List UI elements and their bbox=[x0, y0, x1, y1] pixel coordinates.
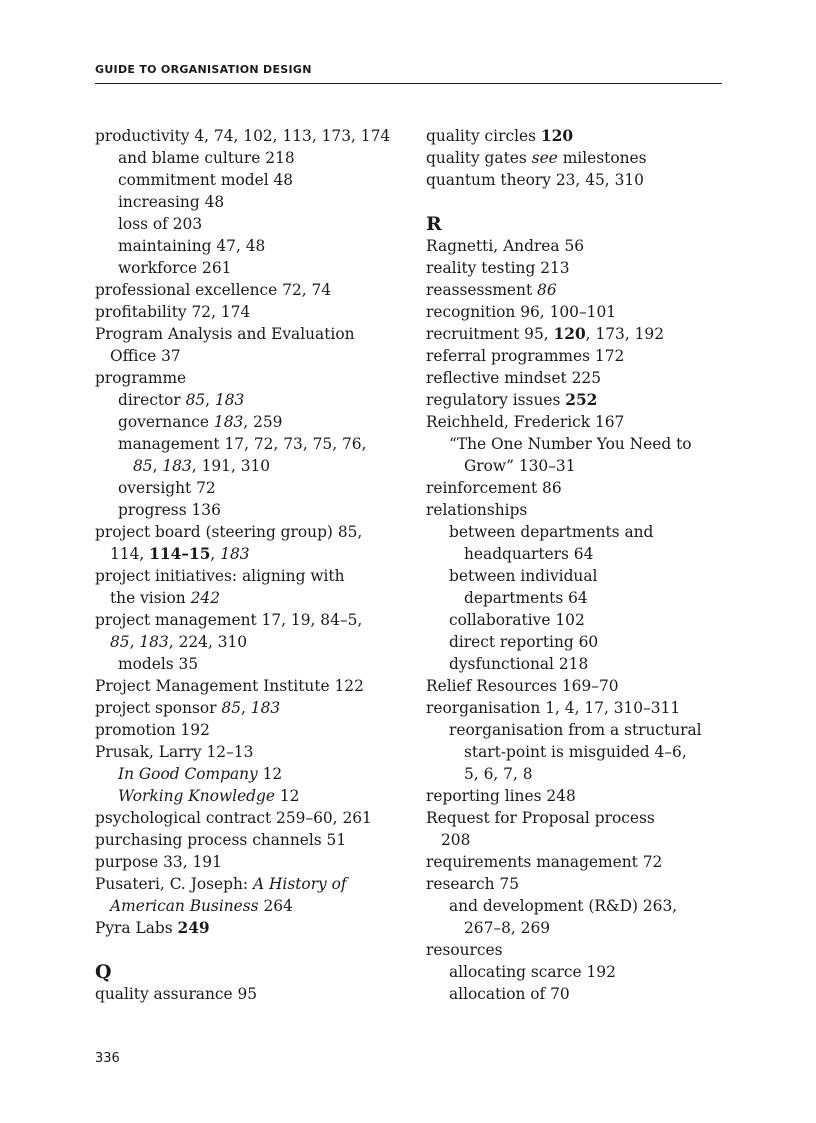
index-text: project management 17, 19, 84–5, bbox=[95, 611, 363, 629]
index-subentry-continuation bbox=[426, 455, 726, 477]
index-text: 85 bbox=[110, 633, 130, 651]
index-text: professional excellence 72, 74 bbox=[95, 281, 332, 299]
index-entry-continuation bbox=[426, 829, 726, 851]
index-entry bbox=[95, 323, 405, 345]
header-rule bbox=[95, 83, 722, 84]
index-text: programme bbox=[95, 369, 187, 387]
index-subentry bbox=[426, 961, 726, 983]
index-text: reality testing 213 bbox=[426, 259, 570, 277]
index-text: 5, 6, 7, 8 bbox=[464, 765, 533, 783]
index-entry bbox=[426, 169, 726, 191]
index-text: Prusak, Larry 12–13 bbox=[95, 743, 254, 761]
index-text: between departments and bbox=[449, 523, 654, 541]
index-text: recruitment 95, bbox=[426, 325, 554, 343]
index-entry bbox=[95, 609, 405, 631]
index-text: In Good Company bbox=[118, 765, 258, 783]
index-text: 114–15 bbox=[149, 545, 211, 563]
index-entry bbox=[95, 301, 405, 323]
index-text: reporting lines 248 bbox=[426, 787, 576, 805]
index-text: 208 bbox=[441, 831, 471, 849]
index-text: maintaining 47, 48 bbox=[118, 237, 266, 255]
index-entry bbox=[426, 389, 726, 411]
index-entry bbox=[95, 279, 405, 301]
index-text: recognition 96, 100–101 bbox=[426, 303, 617, 321]
page-number: 336 bbox=[95, 1051, 120, 1066]
index-text: 85 bbox=[221, 699, 241, 717]
index-subentry-continuation bbox=[426, 543, 726, 565]
index-entry bbox=[426, 477, 726, 499]
index-text: American Business bbox=[110, 897, 259, 915]
index-text: and development (R&D) 263, bbox=[449, 897, 678, 915]
index-entry bbox=[95, 565, 405, 587]
index-column-left bbox=[95, 125, 405, 1005]
index-text: 183 bbox=[213, 413, 244, 431]
index-text: profitability 72, 174 bbox=[95, 303, 251, 321]
index-text: and blame culture 218 bbox=[118, 149, 295, 167]
index-text: 252 bbox=[565, 391, 598, 409]
index-entry bbox=[426, 301, 726, 323]
index-column-right bbox=[426, 125, 726, 1005]
index-text: 183 bbox=[250, 699, 281, 717]
index-text: quality gates bbox=[426, 149, 532, 167]
index-entry bbox=[95, 807, 405, 829]
index-entry-continuation bbox=[95, 345, 405, 367]
index-text: , bbox=[210, 545, 221, 563]
index-text: requirements management 72 bbox=[426, 853, 663, 871]
index-subentry bbox=[95, 257, 405, 279]
index-text: purpose 33, 191 bbox=[95, 853, 222, 871]
index-entry bbox=[95, 367, 405, 389]
index-text: regulatory issues bbox=[426, 391, 566, 409]
index-text: , 224, 310 bbox=[168, 633, 248, 651]
index-subentry bbox=[95, 389, 405, 411]
index-subentry bbox=[426, 433, 726, 455]
index-entry bbox=[426, 125, 726, 147]
index-text: , bbox=[152, 457, 163, 475]
index-text: 85 bbox=[185, 391, 206, 409]
index-entry-continuation bbox=[95, 587, 405, 609]
index-text: Program Analysis and Evaluation bbox=[95, 325, 355, 343]
index-text: allocation of 70 bbox=[449, 985, 570, 1003]
index-letter-heading: Q bbox=[95, 961, 112, 983]
index-text: collaborative 102 bbox=[449, 611, 585, 629]
index-text: 183 bbox=[214, 391, 245, 409]
index-text: Ragnetti, Andrea 56 bbox=[426, 237, 585, 255]
index-text: 183 bbox=[220, 545, 250, 563]
index-entry bbox=[426, 851, 726, 873]
index-subentry bbox=[95, 235, 405, 257]
index-text: dysfunctional 218 bbox=[449, 655, 589, 673]
index-subentry bbox=[426, 565, 726, 587]
index-entry-continuation bbox=[95, 895, 405, 917]
index-text: Working Knowledge bbox=[118, 787, 275, 805]
index-text: , bbox=[129, 633, 140, 651]
index-text: increasing 48 bbox=[118, 193, 225, 211]
index-text: management 17, 72, 73, 75, 76, bbox=[118, 435, 367, 453]
index-entry bbox=[426, 785, 726, 807]
index-entry bbox=[426, 147, 726, 169]
index-entry bbox=[95, 675, 405, 697]
index-text: 12 bbox=[275, 787, 300, 805]
index-entry bbox=[426, 697, 726, 719]
index-entry bbox=[95, 125, 405, 147]
index-text: see bbox=[531, 149, 558, 167]
index-entry bbox=[426, 323, 726, 345]
index-text: 183 bbox=[139, 633, 169, 651]
index-text: referral programmes 172 bbox=[426, 347, 625, 365]
index-text: Relief Resources 169–70 bbox=[426, 677, 619, 695]
index-subentry bbox=[95, 191, 405, 213]
index-subentry-continuation bbox=[95, 455, 405, 477]
index-text: workforce 261 bbox=[118, 259, 232, 277]
index-text: resources bbox=[426, 941, 503, 959]
index-text: loss of 203 bbox=[118, 215, 203, 233]
index-text: 114, bbox=[110, 545, 150, 563]
index-subentry bbox=[426, 631, 726, 653]
index-text: Office 37 bbox=[110, 347, 181, 365]
index-entry bbox=[426, 279, 726, 301]
index-text: Pusateri, C. Joseph: bbox=[95, 875, 253, 893]
index-subentry bbox=[95, 433, 405, 455]
index-entry bbox=[426, 807, 726, 829]
index-subentry bbox=[95, 169, 405, 191]
index-text: productivity 4, 74, 102, 113, 173, 174 bbox=[95, 127, 391, 145]
index-entry bbox=[95, 521, 405, 543]
index-text: reorganisation from a structural bbox=[449, 721, 702, 739]
index-text: direct reporting 60 bbox=[449, 633, 599, 651]
index-text: 242 bbox=[190, 589, 220, 607]
index-entry bbox=[426, 675, 726, 697]
index-text: relationships bbox=[426, 501, 528, 519]
index-entry bbox=[95, 851, 405, 873]
index-text: 120 bbox=[553, 325, 586, 343]
index-text: , 259 bbox=[243, 413, 283, 431]
index-subentry bbox=[426, 983, 726, 1005]
index-text: Request for Proposal process bbox=[426, 809, 655, 827]
index-text: , 173, 192 bbox=[585, 325, 664, 343]
index-text: purchasing process channels 51 bbox=[95, 831, 347, 849]
index-subentry bbox=[95, 213, 405, 235]
index-text: psychological contract 259–60, 261 bbox=[95, 809, 372, 827]
index-subentry bbox=[426, 521, 726, 543]
index-subentry-continuation bbox=[426, 741, 726, 763]
index-text: 85 bbox=[133, 457, 153, 475]
index-text: commitment model 48 bbox=[118, 171, 294, 189]
index-text: reinforcement 86 bbox=[426, 479, 562, 497]
index-text: 183 bbox=[162, 457, 192, 475]
index-text: 264 bbox=[258, 897, 293, 915]
index-text: reorganisation 1, 4, 17, 310–311 bbox=[426, 699, 681, 717]
index-entry bbox=[95, 829, 405, 851]
index-text: milestones bbox=[557, 149, 647, 167]
index-subentry bbox=[95, 653, 405, 675]
index-text: quality assurance 95 bbox=[95, 985, 258, 1003]
index-text: governance bbox=[118, 413, 214, 431]
index-subentry bbox=[95, 411, 405, 433]
index-text: departments 64 bbox=[464, 589, 588, 607]
index-subentry-continuation bbox=[426, 587, 726, 609]
index-text: project board (steering group) 85, bbox=[95, 523, 363, 541]
index-subentry bbox=[95, 147, 405, 169]
index-subentry bbox=[426, 609, 726, 631]
index-entry bbox=[95, 983, 405, 1005]
index-subentry bbox=[426, 653, 726, 675]
index-text: promotion 192 bbox=[95, 721, 210, 739]
index-text: , bbox=[241, 699, 251, 717]
index-subentry-continuation bbox=[426, 917, 726, 939]
index-text: project sponsor bbox=[95, 699, 222, 717]
index-text: Project Management Institute 122 bbox=[95, 677, 364, 695]
index-subentry-continuation bbox=[426, 763, 726, 785]
index-entry bbox=[95, 873, 405, 895]
index-entry bbox=[95, 719, 405, 741]
index-text: , bbox=[205, 391, 215, 409]
index-entry bbox=[426, 873, 726, 895]
index-entry bbox=[426, 411, 726, 433]
index-text: quality circles bbox=[426, 127, 541, 145]
index-entry bbox=[426, 367, 726, 389]
index-text: headquarters 64 bbox=[464, 545, 594, 563]
index-entry bbox=[426, 257, 726, 279]
index-text: project initiatives: aligning with bbox=[95, 567, 345, 585]
index-letter-heading: R bbox=[426, 213, 442, 235]
index-entry bbox=[426, 345, 726, 367]
index-entry bbox=[426, 499, 726, 521]
index-entry bbox=[426, 235, 726, 257]
index-entry-continuation bbox=[95, 543, 405, 565]
index-text: quantum theory 23, 45, 310 bbox=[426, 171, 644, 189]
index-text: Reichheld, Frederick 167 bbox=[426, 413, 625, 431]
index-text: research 75 bbox=[426, 875, 520, 893]
index-text: Grow” 130–31 bbox=[464, 457, 576, 475]
index-subentry bbox=[95, 785, 405, 807]
index-text: 120 bbox=[540, 127, 574, 145]
index-entry bbox=[95, 917, 405, 939]
index-entry bbox=[426, 939, 726, 961]
index-entry-continuation bbox=[95, 631, 405, 653]
index-text: the vision bbox=[110, 589, 191, 607]
index-text: A History of bbox=[253, 875, 347, 893]
index-subentry bbox=[426, 719, 726, 741]
index-entry bbox=[95, 741, 405, 763]
index-text: oversight 72 bbox=[118, 479, 216, 497]
index-text: between individual bbox=[449, 567, 598, 585]
index-subentry bbox=[95, 499, 405, 521]
index-text: Pyra Labs bbox=[95, 919, 178, 937]
index-text: models 35 bbox=[118, 655, 199, 673]
index-text: director bbox=[118, 391, 186, 409]
index-text: , 191, 310 bbox=[191, 457, 271, 475]
index-text: start-point is misguided 4–6, bbox=[464, 743, 687, 761]
index-text: progress 136 bbox=[118, 501, 221, 519]
index-subentry bbox=[95, 477, 405, 499]
index-text: reflective mindset 225 bbox=[426, 369, 602, 387]
index-text: 249 bbox=[177, 919, 210, 937]
index-text: 267–8, 269 bbox=[464, 919, 551, 937]
index-text: 12 bbox=[257, 765, 283, 783]
index-text: allocating scarce 192 bbox=[449, 963, 616, 981]
running-head: GUIDE TO ORGANISATION DESIGN bbox=[95, 63, 312, 76]
index-text: 86 bbox=[537, 281, 557, 299]
index-text: “The One Number You Need to bbox=[449, 435, 692, 453]
index-subentry bbox=[95, 763, 405, 785]
index-text: reassessment bbox=[426, 281, 538, 299]
index-entry bbox=[95, 697, 405, 719]
index-subentry bbox=[426, 895, 726, 917]
